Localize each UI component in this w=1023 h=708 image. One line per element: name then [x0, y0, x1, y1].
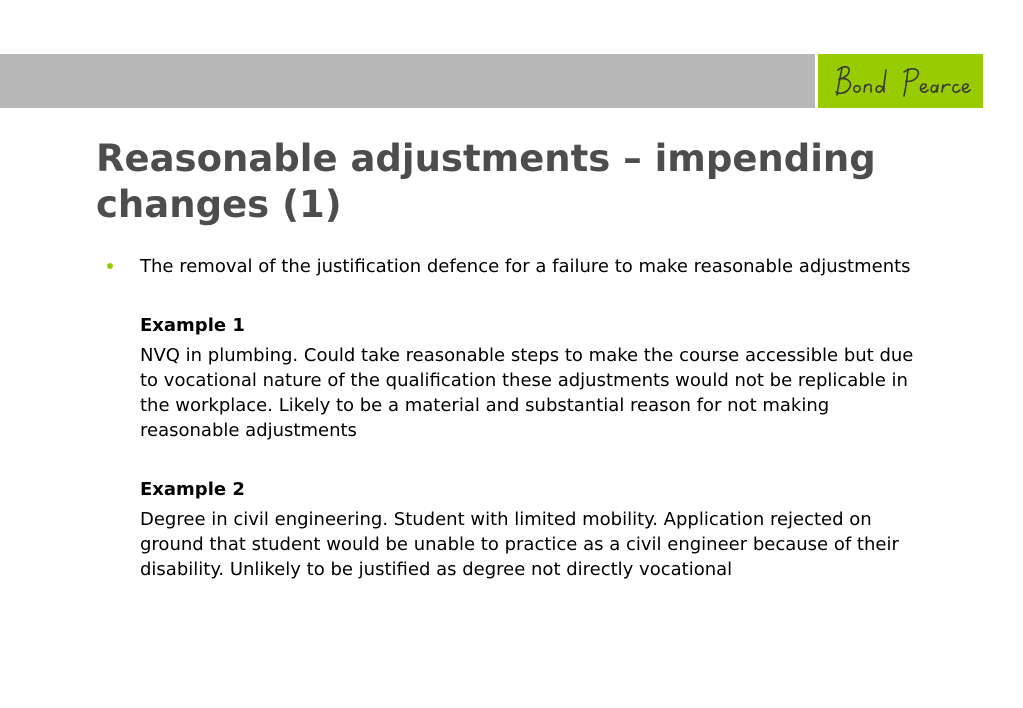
example-text: NVQ in plumbing. Could take reasonable steps to make the course accessible but due to vocational nature of the qualification these adjustments would not be replicable in the workplace. Likely to be a material and substantial reason for not making reasonable adjustments — [140, 345, 914, 441]
bond-pearce-logo — [818, 54, 983, 108]
example-heading: Example 2 — [140, 479, 245, 500]
example-2 — [107, 477, 927, 582]
example-heading: Example 1 — [140, 315, 245, 336]
slide-content — [107, 254, 927, 582]
example-text: Degree in civil engineering. Student with limited mobility. Application rejected on ground that student would be unable to practice as a civil engineer because of their disability. Unlikely to be justified as degree not directly vocational — [140, 509, 899, 580]
bullet-text: The removal of the justification defence for a failure to make reasonable adjustments — [140, 256, 911, 277]
slide-title: Reasonable adjustments – impending changes (1) — [96, 137, 876, 226]
bullet-item — [107, 254, 927, 279]
logo-script-mark — [818, 54, 983, 108]
example-1 — [107, 313, 927, 443]
header-bar — [0, 54, 815, 108]
bullet-icon — [107, 263, 113, 269]
